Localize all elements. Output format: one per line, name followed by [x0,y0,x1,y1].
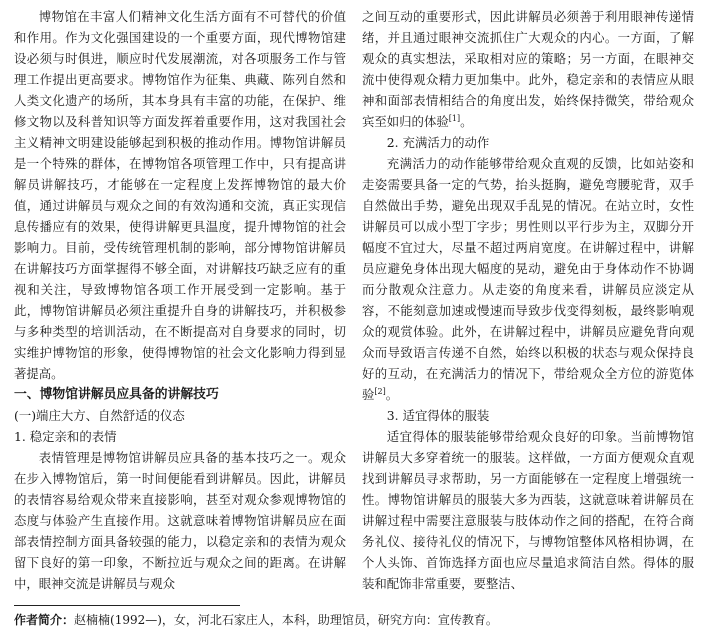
item-heading-1: 1. 稳定亲和的表情 [14,429,117,444]
item-heading-3: 3. 适宜得体的服装 [386,408,490,423]
movement-paragraph [362,153,694,405]
left-column [14,6,346,594]
clothing-paragraph: 适宜得体的服装能够带给观众良好的印象。当前博物馆讲解员大多穿着统一的服装。这样做，一方面方便观众直观找到讲解员寻求帮助，另一方面能够在一定程度上增强统一性。博物馆讲解员的服装大多为西装，这就意味着讲解员在讲解过程中需要注意服装与肢体动作之间的搭配，在符合商务礼仪、接待礼仪的情况下，与博物馆整体风格相协调，在个人头饰、首饰选择方面也应尽量追求简洁自然。得体的服装和配饰非常重要，要整洁、 [362,429,694,591]
section-heading-1: 一、博物馆讲解员应具备的讲解技巧 [14,387,219,402]
subsection-heading-1: (一)端庄大方、自然舒适的仪态 [14,408,185,423]
author-note [14,611,704,629]
eye-contact-text: 之间互动的重要形式，因此讲解员必须善于利用眼神传递情绪，并且通过眼神交流抓住广大观众的内心。一方面，了解观众的真实想法，采取相对应的策略；另一方面，在眼神交流中使得观众精力更加集中。此外，稳定亲和的表情应从眼神和面部表情相结合的角度出发，始终保持微笑，带给观众宾至如归的体验 [362,9,694,129]
citation-2: [2] [374,386,386,396]
eye-contact-paragraph [362,6,694,132]
expression-paragraph: 表情管理是博物馆讲解员应具备的基本技巧之一。观众在步入博物馆后，第一时间便能看到讲解员。因此，讲解员的表情容易给观众带来直接影响，甚至对观众参观博物馆的态度与体验产生直接作用。这就意味着博物馆讲解员应在面部表情控制方面具备较强的能力，以稳定亲和的表情为观众留下良好的第一印象，不断拉近与观众之间的距离。在讲解中，眼神交流是讲解员与观众 [14,450,346,591]
movement-text: 充满活力的动作能够带给观众直观的反馈，比如站姿和走姿需要具备一定的气势，抬头挺胸，避免弯腰驼背，双手自然做出手势，避免出现双手乱晃的情况。在站立时，女性讲解员可以成小型丁字步；男性则以平行步为主，双脚分开幅度不宜过大，尽量不超过两肩宽度。在讲解过程中，讲解员应避免身体出现大幅度的晃动，避免由于身体动作不协调而分散观众注意力。从走姿的角度来看，讲解员应淡定从容，不能刻意加速或慢速而导致步伐变得刻板，最终影响观众的观赏体验。此外，在讲解过程中，讲解员应避免背向观众而导致语言传递不自然，始终以积极的状态与观众保持良好的互动，在充满活力的情况下，带给观众全方位的游览体验 [362,156,694,402]
item-heading-2: 2. 充满活力的动作 [386,135,490,150]
author-note-label: 作者简介： [14,613,75,627]
right-column [362,6,694,594]
movement-end: 。 [385,387,399,402]
eye-contact-end: 。 [460,114,473,129]
citation-1: [1] [448,113,461,123]
footnote-rule [14,605,240,606]
intro-paragraph: 博物馆在丰富人们精神文化生活方面有不可替代的价值和作用。作为文化强国建设的一个重要方面，现代博物馆建设必须与时俱进，顺应时代发展潮流，对各项服务工作与管理工作提出更高要求。博物馆作为征集、典藏、陈列自然和人类文化遗产的场所，其本身具有丰富的功能，在保护、维修文物以及科普知识等方面发挥着重要作用，这对我国社会主义精神文明建设能够起到积极的推动作用。博物馆讲解员是一个特殊的群体，在博物馆各项管理工作中，只有提高讲解员讲解技巧，才能够在一定程度上发挥博物馆的最大价值，通过讲解员与观众之间的有效沟通和交流，真正实现信息传播应有的效果，使得讲解更具温度，提升博物馆的社会影响力。目前，受传统管理机制的影响，部分博物馆讲解员在讲解技巧方面掌握得不够全面，对讲解技巧缺乏应有的重视和关注，导致博物馆各项工作开展受到一定影响。基于此，博物馆讲解员必须注重提升自身的讲解技巧，并积极参与多种类型的培训活动，在不断提高对自身要求的同时，切实维护博物馆的形象，使得博物馆的社会文化影响力得到显著提高。 [14,9,346,381]
author-note-text: 赵楠楠(1992—)，女，河北石家庄人，本科，助理馆员，研究方向：宣传教育。 [74,613,498,627]
